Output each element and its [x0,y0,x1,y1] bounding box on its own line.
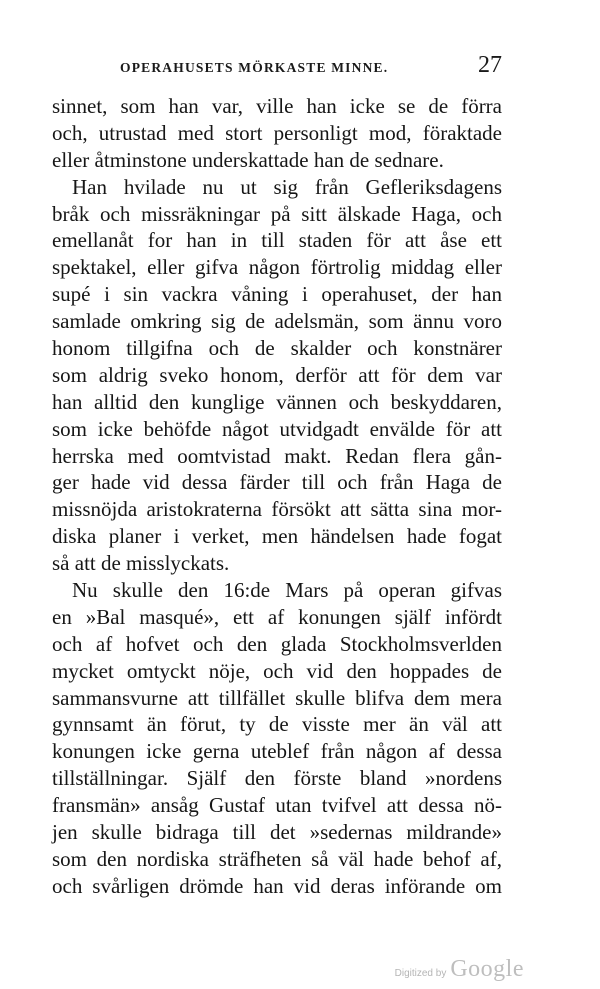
text-line: och af hofvet och den glada Stockholmsverlden [52,631,502,656]
text-line: en »Bal masqué», ett af konungen själf infördt [52,604,502,629]
text-line: ger hade vid dessa färder till och från Haga de [52,470,502,495]
text-line: gynnsamt än förut, ty de visste mer än väl att [52,712,502,737]
text-line: sammansvurne att tillfället skulle blifva dem mera [52,685,502,710]
body-text [52,93,502,900]
text-line: och svårligen drömde han vid deras införande om [52,873,502,898]
digitized-watermark [395,956,524,986]
text-line: honom tillgifna och de skalder och konstnärer [52,336,502,361]
text-line: och, utrustad med stort personligt mod, föraktade [52,120,502,145]
text-line: så att de misslyckats. [52,551,230,576]
text-line: bråk och missräkningar på sitt älskade Haga, och [52,201,502,226]
text-line: jen skulle bidraga till det »sedernas mildrande» [52,820,502,845]
text-line: Nu skulle den 16:de Mars på operan gifvas [72,578,502,603]
google-logo: Google [450,956,524,982]
running-title: OPERAHUSETS MÖRKASTE MINNE. [120,60,389,75]
text-line: spektakel, eller gifva någon förtrolig middag eller [52,255,502,280]
text-line: herrska med oomtvistad makt. Redan flera gån- [52,443,502,468]
text-line: supé i sin vackra våning i operahuset, der han [52,282,502,307]
running-header [110,52,500,82]
text-line: fransmän» ansåg Gustaf utan tvifvel att dessa nö- [52,793,502,818]
text-line: konungen icke gerna uteblef från någon af dessa [52,739,502,764]
text-line: som den nordiska sträfheten så väl hade behof af, [52,846,502,871]
text-line: diska planer i verket, men händelsen hade fogat [52,524,502,549]
text-line: emellanåt for han in till staden för att åse ett [52,228,502,253]
page-number: 27 [478,52,502,78]
text-line: Han hvilade nu ut sig från Gefleriksdagens [72,174,502,199]
text-line: sinnet, som han var, ville han icke se de förra [52,94,502,118]
text-line: som icke behöfde något utvidgadt envälde för att [52,416,502,441]
watermark-prefix: Digitized by [394,968,447,979]
text-line: som aldrig sveko honom, derför att för dem var [52,362,502,387]
text-line: samlade omkring sig de adelsmän, som ännu voro [52,309,502,334]
text-line: missnöjda aristokraterna försökt att sätta sina mor- [52,497,502,522]
text-line: han alltid den kunglige vännen och beskyddaren, [52,389,502,414]
text-line: eller åtminstone underskattade han de sednare. [52,147,444,172]
text-line: mycket omtyckt nöje, och vid den hoppades de [52,658,502,683]
text-line: tillställningar. Själf den förste bland »nordens [52,766,502,791]
